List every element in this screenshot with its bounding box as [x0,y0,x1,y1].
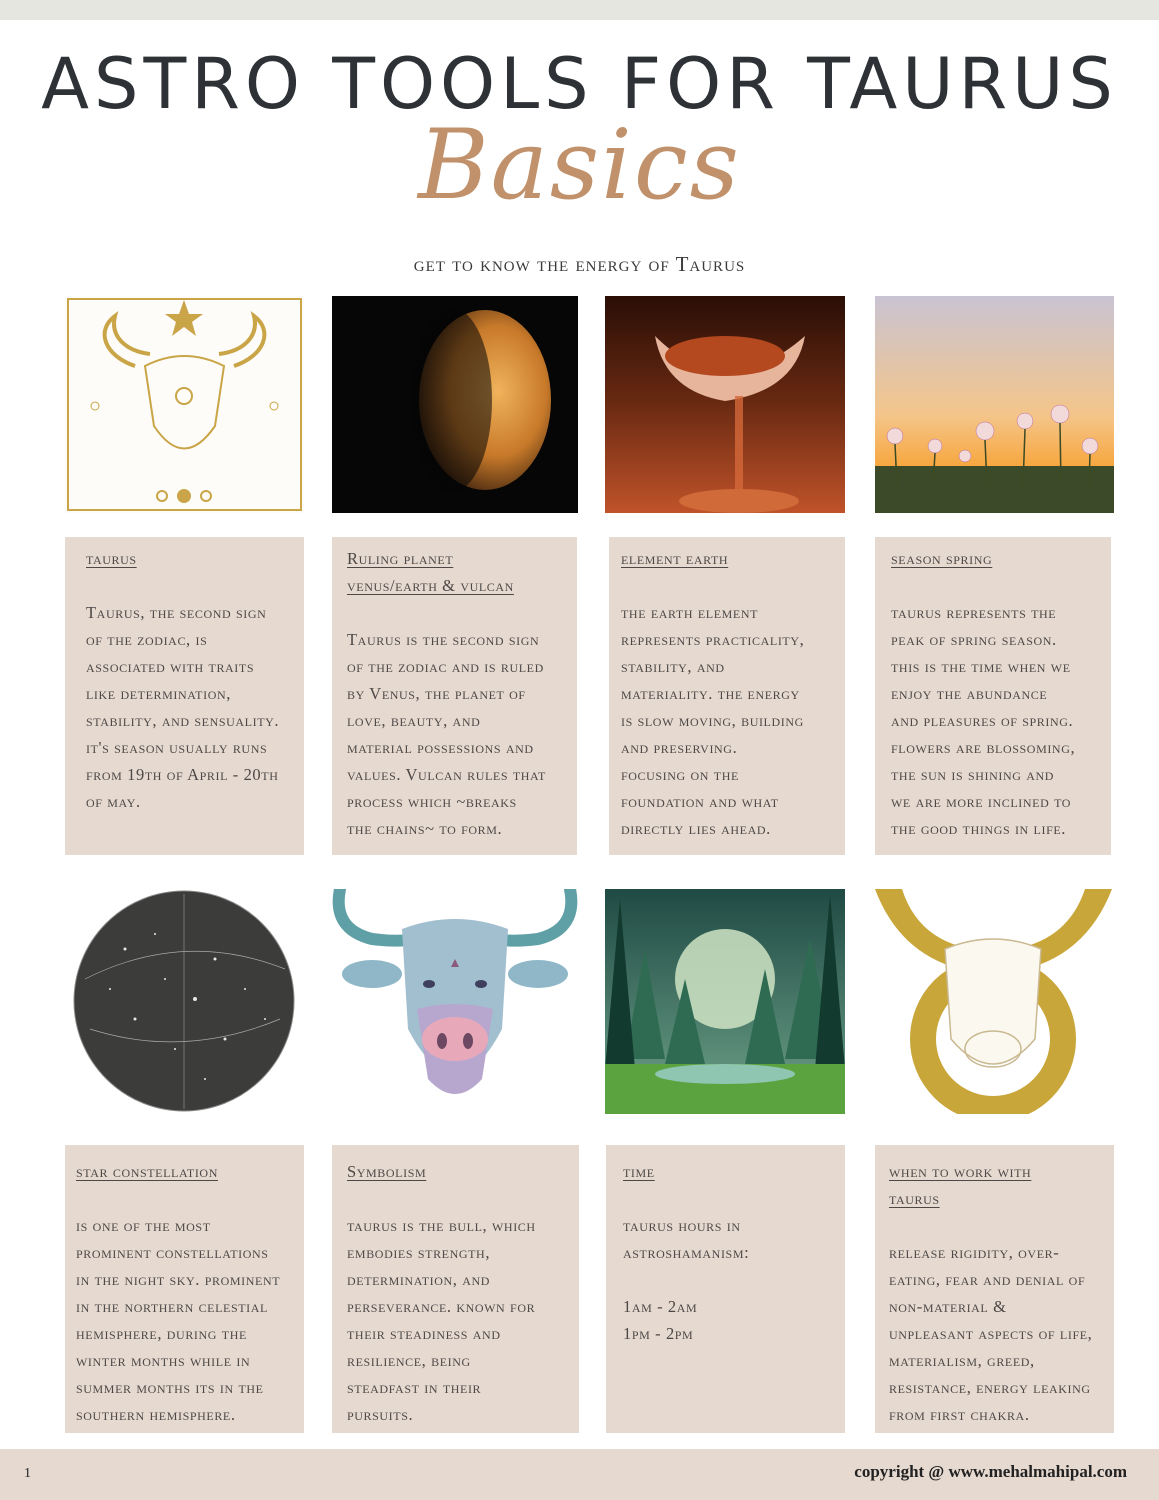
card-heading: Symbolism [347,1162,427,1181]
card-heading: element earth [621,549,729,568]
card-body: taurus is the bull, which embodies strength, determination, and perseverance. known for their steadiness and resilience, being steadfast in their pursuits. [347,1216,536,1424]
top-bar [0,0,1159,20]
card-body: release rigidity, over- eating, fear and denial of non-material & unpleasant aspects of life, materialism, greed, resistance, energy leaking from first chakra. [889,1243,1093,1424]
info-card-taurus [65,537,304,855]
script-title: Basics [418,109,741,221]
info-card-ruling-planet [332,537,577,855]
page-subtitle: get to know the energy of Taurus [413,252,746,276]
info-card-element-earth [609,537,845,855]
page-title: ASTRO TOOLS FOR TAURUS [41,43,1118,125]
page-number: 1 [24,1466,31,1481]
planet-venus-photo [332,296,578,513]
card-body: is one of the most prominent constellations in the night sky. prominent in the northern celestial hemisphere, during the winter months while in summer months its in the southern hemisphere. [76,1216,281,1424]
info-card-star-constellation [65,1145,304,1433]
card-heading: time [623,1162,655,1181]
card-body: taurus hours in astroshamanism: 1am - 2am 1pm - 2pm [623,1216,750,1343]
card-heading: when to work with taurus [889,1162,1032,1208]
info-card-season-spring [875,537,1111,855]
card-body: taurus represents the peak of spring season. this is the time when we enjoy the abundance and pleasures of spring. flowers are blossoming, the sun is shining and we are more inclined to the good things in life. [891,603,1076,838]
card-body: Taurus is the second sign of the zodiac and is ruled by Venus, the planet of love, beauty, and material possessions and values. Vulcan rules that process which ~breaks the chains~ to form. [347,630,546,838]
bull-head-illustration [332,889,578,1114]
golden-bull-tarot-illustration [65,296,304,513]
star-chart-map [65,889,304,1114]
info-card-time [606,1145,845,1433]
card-heading: Ruling planet venus/earth & vulcan [347,549,514,595]
info-card-when-to-work [875,1145,1114,1433]
golden-taurus-glyph-bull [875,889,1112,1114]
card-heading: star constellation [76,1162,218,1181]
info-card-symbolism [332,1145,579,1433]
card-body: Taurus, the second sign of the zodiac, is associated with traits like determination, stability, and sensuality. it's season usually runs from 19th of April - 20th of may. [86,603,280,811]
card-body: the earth element represents practicality, stability, and materiality. the energy is slow moving, building and preserving. focusing on the foundation and what directly lies ahead. [621,603,805,838]
hands-pouring-earth-photo [605,296,845,513]
copyright-text: copyright @ www.mehalmahipal.com [854,1462,1127,1481]
spring-flowers-sunset-photo [875,296,1114,513]
card-heading: season spring [891,549,993,568]
moonlit-forest-illustration [605,889,845,1114]
card-heading: taurus [86,549,137,568]
